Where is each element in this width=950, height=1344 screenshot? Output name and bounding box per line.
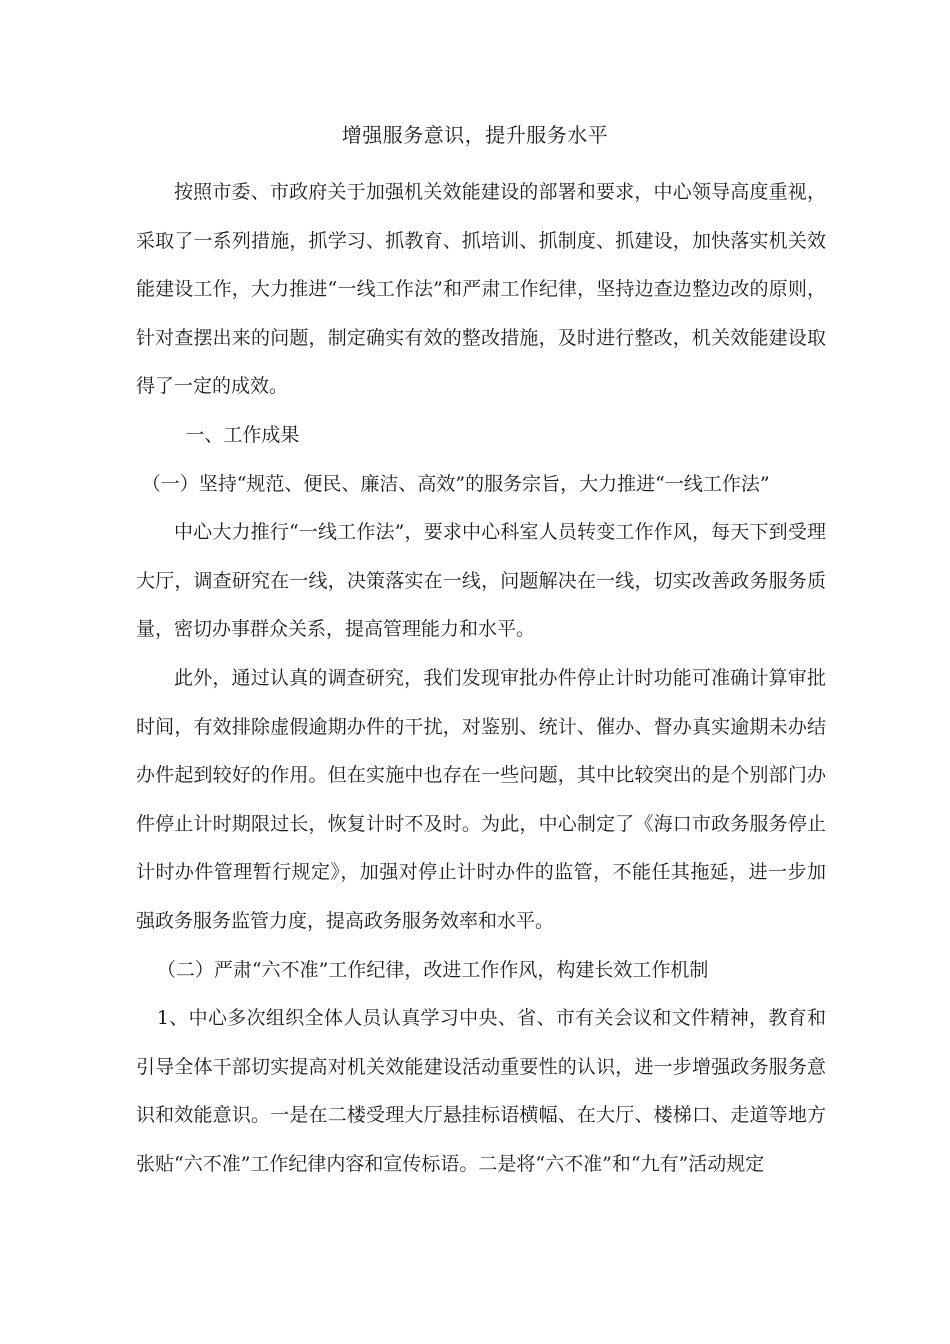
subsection-heading-two: （二）严肃“六不准”工作纪律，改进工作作风，构建长效工作机制 bbox=[156, 958, 709, 981]
section-heading-work-results: 一、工作成果 bbox=[185, 423, 300, 446]
subsection-heading-one: （一）坚持“规范、便民、廉洁、高效”的服务宗旨，大力推进“一线工作法” bbox=[141, 472, 770, 495]
intro-paragraph: 按照市委、市政府关于加强机关效能建设的部署和要求，中心领导高度重视，采取了一系列措施，抓学习、抓教育、抓培训、抓制度、抓建设，加快落实机关效能建设工作，大力推进“一线工作法”和严肃工作纪律，坚持边查边整边改的原则，针对查摆出来的问题，制定确实有效的整改措施，及时进行整改，机关效能建设取得了一定的成效。 bbox=[136, 181, 826, 398]
document-title: 增强服务意识，提升服务水平 bbox=[341, 123, 609, 147]
document-body bbox=[136, 168, 826, 1188]
body-paragraph-timing-rules: 此外，通过认真的调查研究，我们发现审批办件停止计时功能可准确计算审批时间，有效排除虚假逾期办件的干扰，对鉴别、统计、催办、督办真实逾期未办结办件起到较好的作用。但在实施中也存在一些问题，其中比较突出的是个别部门办件停止计时期限过长，恢复计时不及时。为此，中心制定了《海口市政务服务停止计时办件管理暂行规定》，加强对停止计时办件的监管，不能任其拖延，进一步加强政务服务监管力度，提高政务服务效率和水平。 bbox=[136, 666, 826, 932]
body-paragraph-study-item-1: 1、中心多次组织全体人员认真学习中央、省、市有关会议和文件精神，教育和引导全体干部切实提高对机关效能建设活动重要性的认识，进一步增强政务服务意识和效能意识。一是在二楼受理大厅悬挂标语横幅、在大厅、楼梯口、走道等地方张贴“六不准”工作纪律内容和宣传标语。二是将“六不准”和“九有”活动规定 bbox=[136, 1007, 826, 1175]
body-paragraph-frontline-method: 中心大力推行“一线工作法”，要求中心科室人员转变工作作风，每天下到受理大厅，调查研究在一线，决策落实在一线，问题解决在一线，切实改善政务服务质量，密切办事群众关系，提高管理能力和水平。 bbox=[136, 521, 826, 641]
